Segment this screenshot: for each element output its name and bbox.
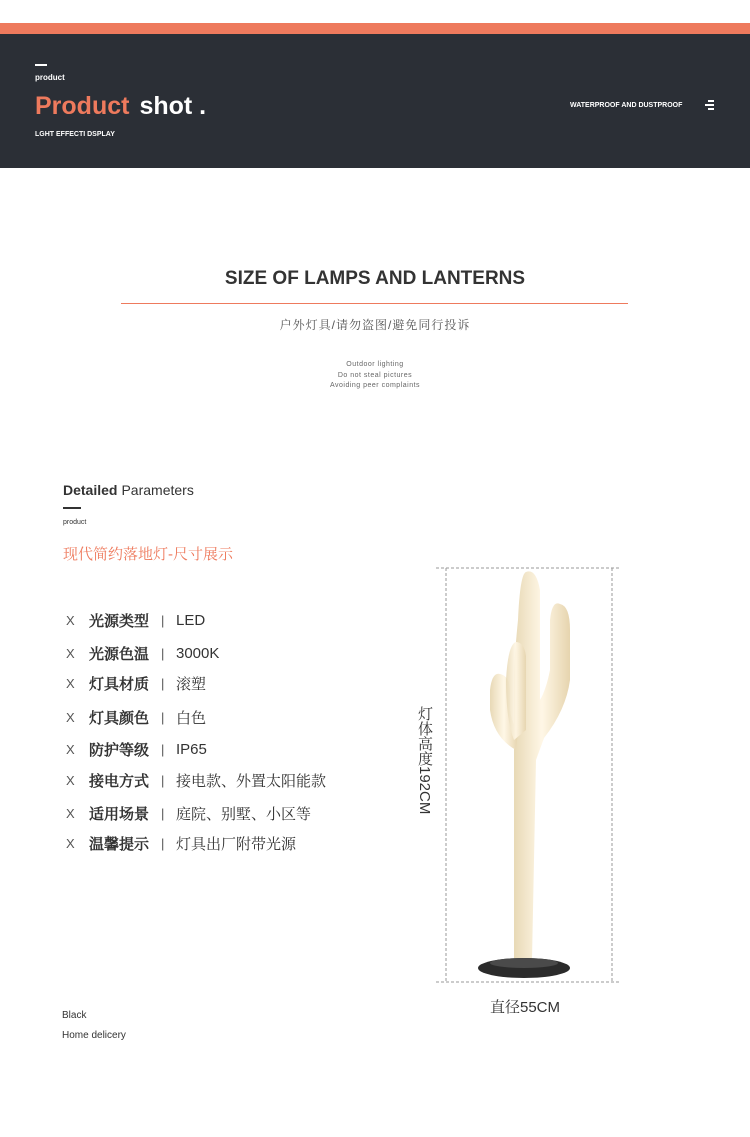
x-mark-icon: X bbox=[66, 806, 75, 821]
spec-value: 接电款、外置太阳能款 bbox=[176, 773, 327, 790]
note-line: Do not steal pictures bbox=[337, 371, 413, 379]
spec-value: 灯具出厂附带光源 bbox=[176, 836, 297, 853]
params-cn-title: 现代简约落地灯-尺寸展示 bbox=[63, 546, 233, 563]
spec-row bbox=[66, 739, 207, 760]
header-subtitle: LGHT EFFECTI DSPLAY bbox=[35, 131, 115, 138]
cactus-trunk bbox=[514, 571, 570, 960]
spec-row bbox=[66, 610, 205, 631]
spec-row bbox=[66, 643, 219, 664]
spec-key: 防护等级 bbox=[89, 742, 150, 759]
spec-value: LED bbox=[176, 612, 206, 629]
footer-delivery-label: Home delicery bbox=[62, 1030, 126, 1041]
spec-value: IP65 bbox=[176, 741, 207, 758]
params-title bbox=[63, 482, 194, 498]
header-right-tag: WATERPROOF AND DUSTPROOF bbox=[570, 102, 683, 109]
params-dash bbox=[63, 507, 81, 509]
header-dash bbox=[35, 64, 47, 66]
x-mark-icon: X bbox=[66, 773, 75, 788]
spec-key: 灯具材质 bbox=[89, 676, 150, 693]
spec-key: 光源类型 bbox=[89, 613, 150, 630]
spec-separator: | bbox=[161, 806, 165, 821]
spec-row bbox=[66, 707, 206, 728]
note-line: Avoiding peer complaints bbox=[329, 382, 421, 389]
params-title-bold: Detailed bbox=[63, 482, 118, 498]
x-mark-icon: X bbox=[66, 613, 75, 628]
spec-separator: | bbox=[161, 613, 165, 628]
diameter-label: 直径55CM bbox=[490, 999, 561, 1016]
spec-separator: | bbox=[161, 836, 165, 851]
spec-key: 接电方式 bbox=[89, 773, 150, 790]
x-mark-icon: X bbox=[66, 710, 75, 725]
x-mark-icon: X bbox=[66, 676, 75, 691]
spec-separator: | bbox=[161, 710, 165, 725]
spec-row bbox=[66, 833, 296, 854]
spec-value: 滚塑 bbox=[176, 676, 207, 693]
header-title bbox=[35, 92, 206, 121]
header-title-accent: Product bbox=[35, 92, 130, 120]
spec-row bbox=[66, 770, 326, 791]
spec-separator: | bbox=[161, 676, 165, 691]
height-label: 灯体高度192CM bbox=[416, 706, 433, 815]
spec-value: 白色 bbox=[176, 710, 207, 727]
size-section-divider bbox=[121, 303, 628, 304]
spec-value: 庭院、别墅、小区等 bbox=[176, 806, 312, 823]
spec-row bbox=[66, 803, 311, 824]
x-mark-icon: X bbox=[66, 742, 75, 757]
spec-separator: | bbox=[161, 773, 165, 788]
params-title-rest: Parameters bbox=[121, 482, 194, 498]
spec-value: 3000K bbox=[176, 645, 220, 662]
lamp-base-top bbox=[490, 958, 558, 968]
footer-color-label: Black bbox=[62, 1010, 87, 1021]
x-mark-icon: X bbox=[66, 836, 75, 851]
size-section-title: SIZE OF LAMPS AND LANTERNS bbox=[224, 268, 526, 289]
top-accent-stripe bbox=[0, 23, 750, 34]
header-title-rest: shot . bbox=[139, 92, 207, 120]
x-mark-icon: X bbox=[66, 646, 75, 661]
spec-key: 适用场景 bbox=[89, 806, 150, 823]
menu-icon[interactable] bbox=[705, 100, 717, 110]
note-line: Outdoor lighting bbox=[346, 361, 404, 368]
spec-separator: | bbox=[161, 646, 165, 661]
size-section-notes bbox=[0, 360, 750, 392]
spec-key: 光源色温 bbox=[89, 646, 150, 663]
header-banner bbox=[0, 34, 750, 168]
spec-key: 灯具颜色 bbox=[89, 710, 150, 727]
spec-row bbox=[66, 673, 206, 694]
spec-key: 温馨提示 bbox=[89, 836, 150, 853]
params-small-label: product bbox=[63, 519, 87, 526]
header-small-label: product bbox=[35, 73, 65, 82]
cactus-lamp-illustration bbox=[410, 560, 640, 1000]
size-section-cn-text: 户外灯具/请勿盗图/避免同行投诉 bbox=[279, 318, 471, 332]
spec-separator: | bbox=[161, 742, 165, 757]
